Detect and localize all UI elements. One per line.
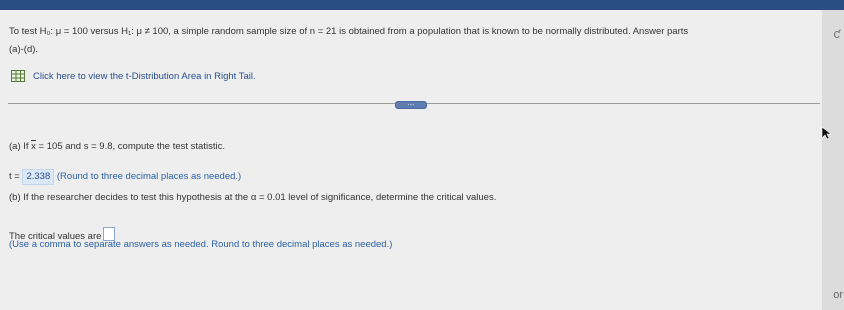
divider-handle[interactable]: .... [395, 101, 427, 109]
x-bar-symbol: $\overline{x}$ [31, 141, 36, 152]
question-intro-line2: (a)-(d). [9, 44, 39, 55]
part-a-text [9, 141, 225, 153]
t-label: t = [9, 171, 20, 182]
question-intro-line1: To test H₀: μ = 100 versus H₁: μ ≠ 100, a simple random sample size of n = 21 is obtained from a population that is known to be normally distributed. Answer parts [9, 26, 689, 37]
t-distribution-link[interactable]: Click here to view the t-Distribution Area in Right Tail. [33, 71, 256, 82]
critical-values-label: The critical values are [9, 231, 102, 242]
sidebar-cut-text: or [833, 289, 843, 301]
sidebar-glyph: ƈ [833, 26, 840, 41]
top-bar [0, 0, 844, 10]
critical-values-hint: (Use a comma to separate answers as needed. Round to three decimal places as needed.) [9, 239, 393, 250]
t-rounding-hint: (Round to three decimal places as needed.) [56, 171, 242, 182]
part-b-text: (b) If the researcher decides to test this hypothesis at the α = 0.01 level of significance, determine the critical values. [9, 192, 497, 203]
right-sidebar-strip [822, 10, 844, 310]
t-answer-row [9, 169, 241, 185]
table-grid-icon[interactable] [11, 70, 25, 82]
t-answer-field[interactable]: 2.338 [22, 169, 54, 185]
part-a-suffix: = 105 and s = 9.8, compute the test statistic. [35, 141, 225, 152]
cursor-arrow-icon [821, 126, 831, 140]
part-a-prefix: (a) If [9, 141, 32, 152]
